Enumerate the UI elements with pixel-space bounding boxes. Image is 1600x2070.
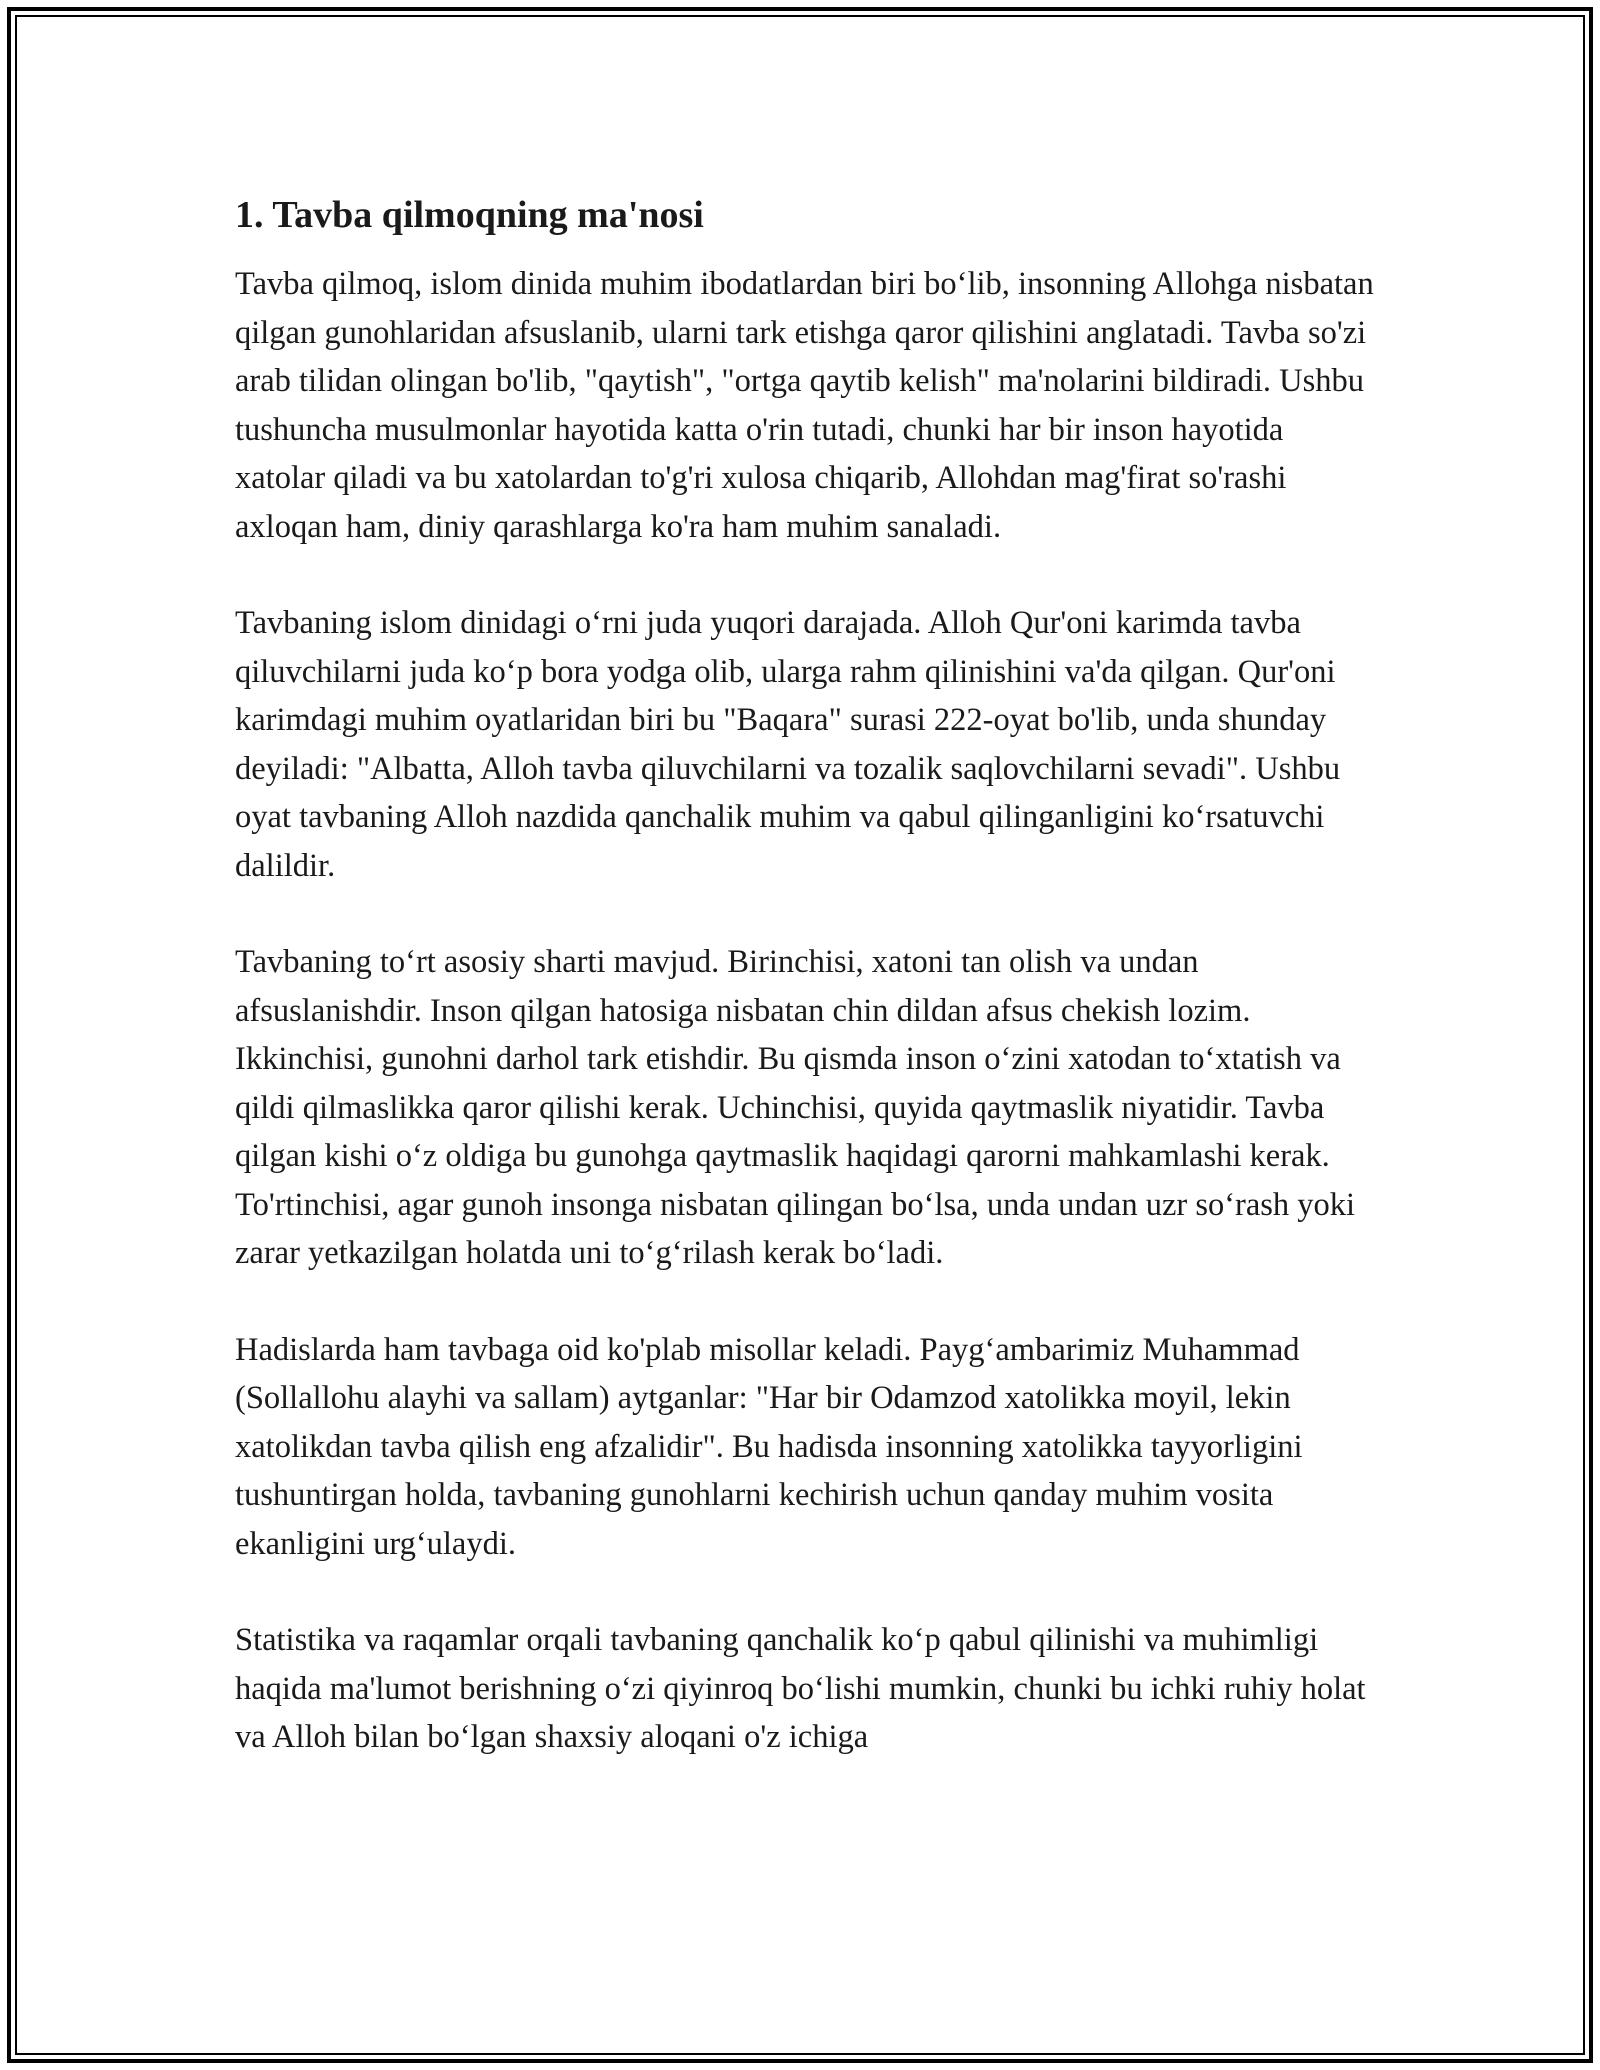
paragraph-3: Tavbaning to‘rt asosiy sharti mavjud. Birinchisi, xatoni tan olish va undan afsuslanishdir. Inson qilgan hatosiga nisbatan chin dildan afsus chekish lozim. Ikkinchisi, gunohni darhol tark etishdir. Bu qismda inson o‘zini xatodan to‘xtatish va qildi qilmaslikka qaror qilishi kerak. Uchinchisi, quyida qaytmaslik niyatidir. Tavba qilgan kishi o‘z oldiga bu gunohga qaytmaslik haqidagi qarorni mahkamlashi kerak. To'rtinchisi, agar gunoh insonga nisbatan qilingan bo‘lsa, unda undan uzr so‘rash yoki zarar yetkazilgan holatda uni to‘g‘rilash kerak bo‘ladi. [235, 944, 1356, 1271]
paragraph-1: Tavba qilmoq, islom dinida muhim ibodatlardan biri bo‘lib, insonning Allohga nisbatan qilgan gunohlaridan afsuslanib, ularni tark etishga qaror qilishini anglatadi. Tavba so'zi arab tilidan olingan bo'lib, "qaytish", "ortga qaytib kelish" ma'nolarini bildiradi. Ushbu tushuncha musulmonlar hayotida katta o'rin tutadi, chunki har bir inson hayotida xatolar qiladi va bu xatolardan to'g'ri xulosa chiqarib, Allohdan mag'firat so'rashi axloqan ham, diniy qarashlarga ko'ra ham muhim sanaladi. [235, 266, 1374, 545]
paragraph-2: Tavbaning islom dinidagi o‘rni juda yuqori darajada. Alloh Qur'oni karimda tavba qiluvchilarni juda ko‘p bora yodga olib, ularga rahm qilinishini va'da qilgan. Qur'oni karimdagi muhim oyatlaridan biri bu "Baqara" surasi 222-oyat bo'lib, unda shunday deyiladi: "Albatta, Alloh tavba qiluvchilarni va tozalik saqlovchilarni sevadi". Ushbu oyat tavbaning Alloh nazdida qanchalik muhim va qabul qilinganligini ko‘rsatuvchi dalildir. [235, 605, 1341, 884]
document-body [235, 188, 1375, 1810]
section-heading: 1. Tavba qilmoqning ma'nosi [235, 194, 704, 236]
paragraph-4: Hadislarda ham tavbaga oid ko'plab misollar keladi. Payg‘ambarimiz Muhammad (Sollallohu alayhi va sallam) aytganlar: "Har bir Odamzod xatolikka moyil, lekin xatolikdan tavba qilish eng afzalidir". Bu hadisda insonning xatolikka tayyorligini tushuntirgan holda, tavbaning gunohlarni kechirish uchun qanday muhim vosita ekanligini urg‘ulaydi. [235, 1331, 1303, 1562]
paragraph-5: Statistika va raqamlar orqali tavbaning qanchalik ko‘p qabul qilinishi va muhimligi haqida ma'lumot berishning o‘zi qiyinroq bo‘lishi mumkin, chunki bu ichki ruhiy holat va Alloh bilan bo‘lgan shaxsiy aloqani o'z ichiga [235, 1622, 1366, 1755]
